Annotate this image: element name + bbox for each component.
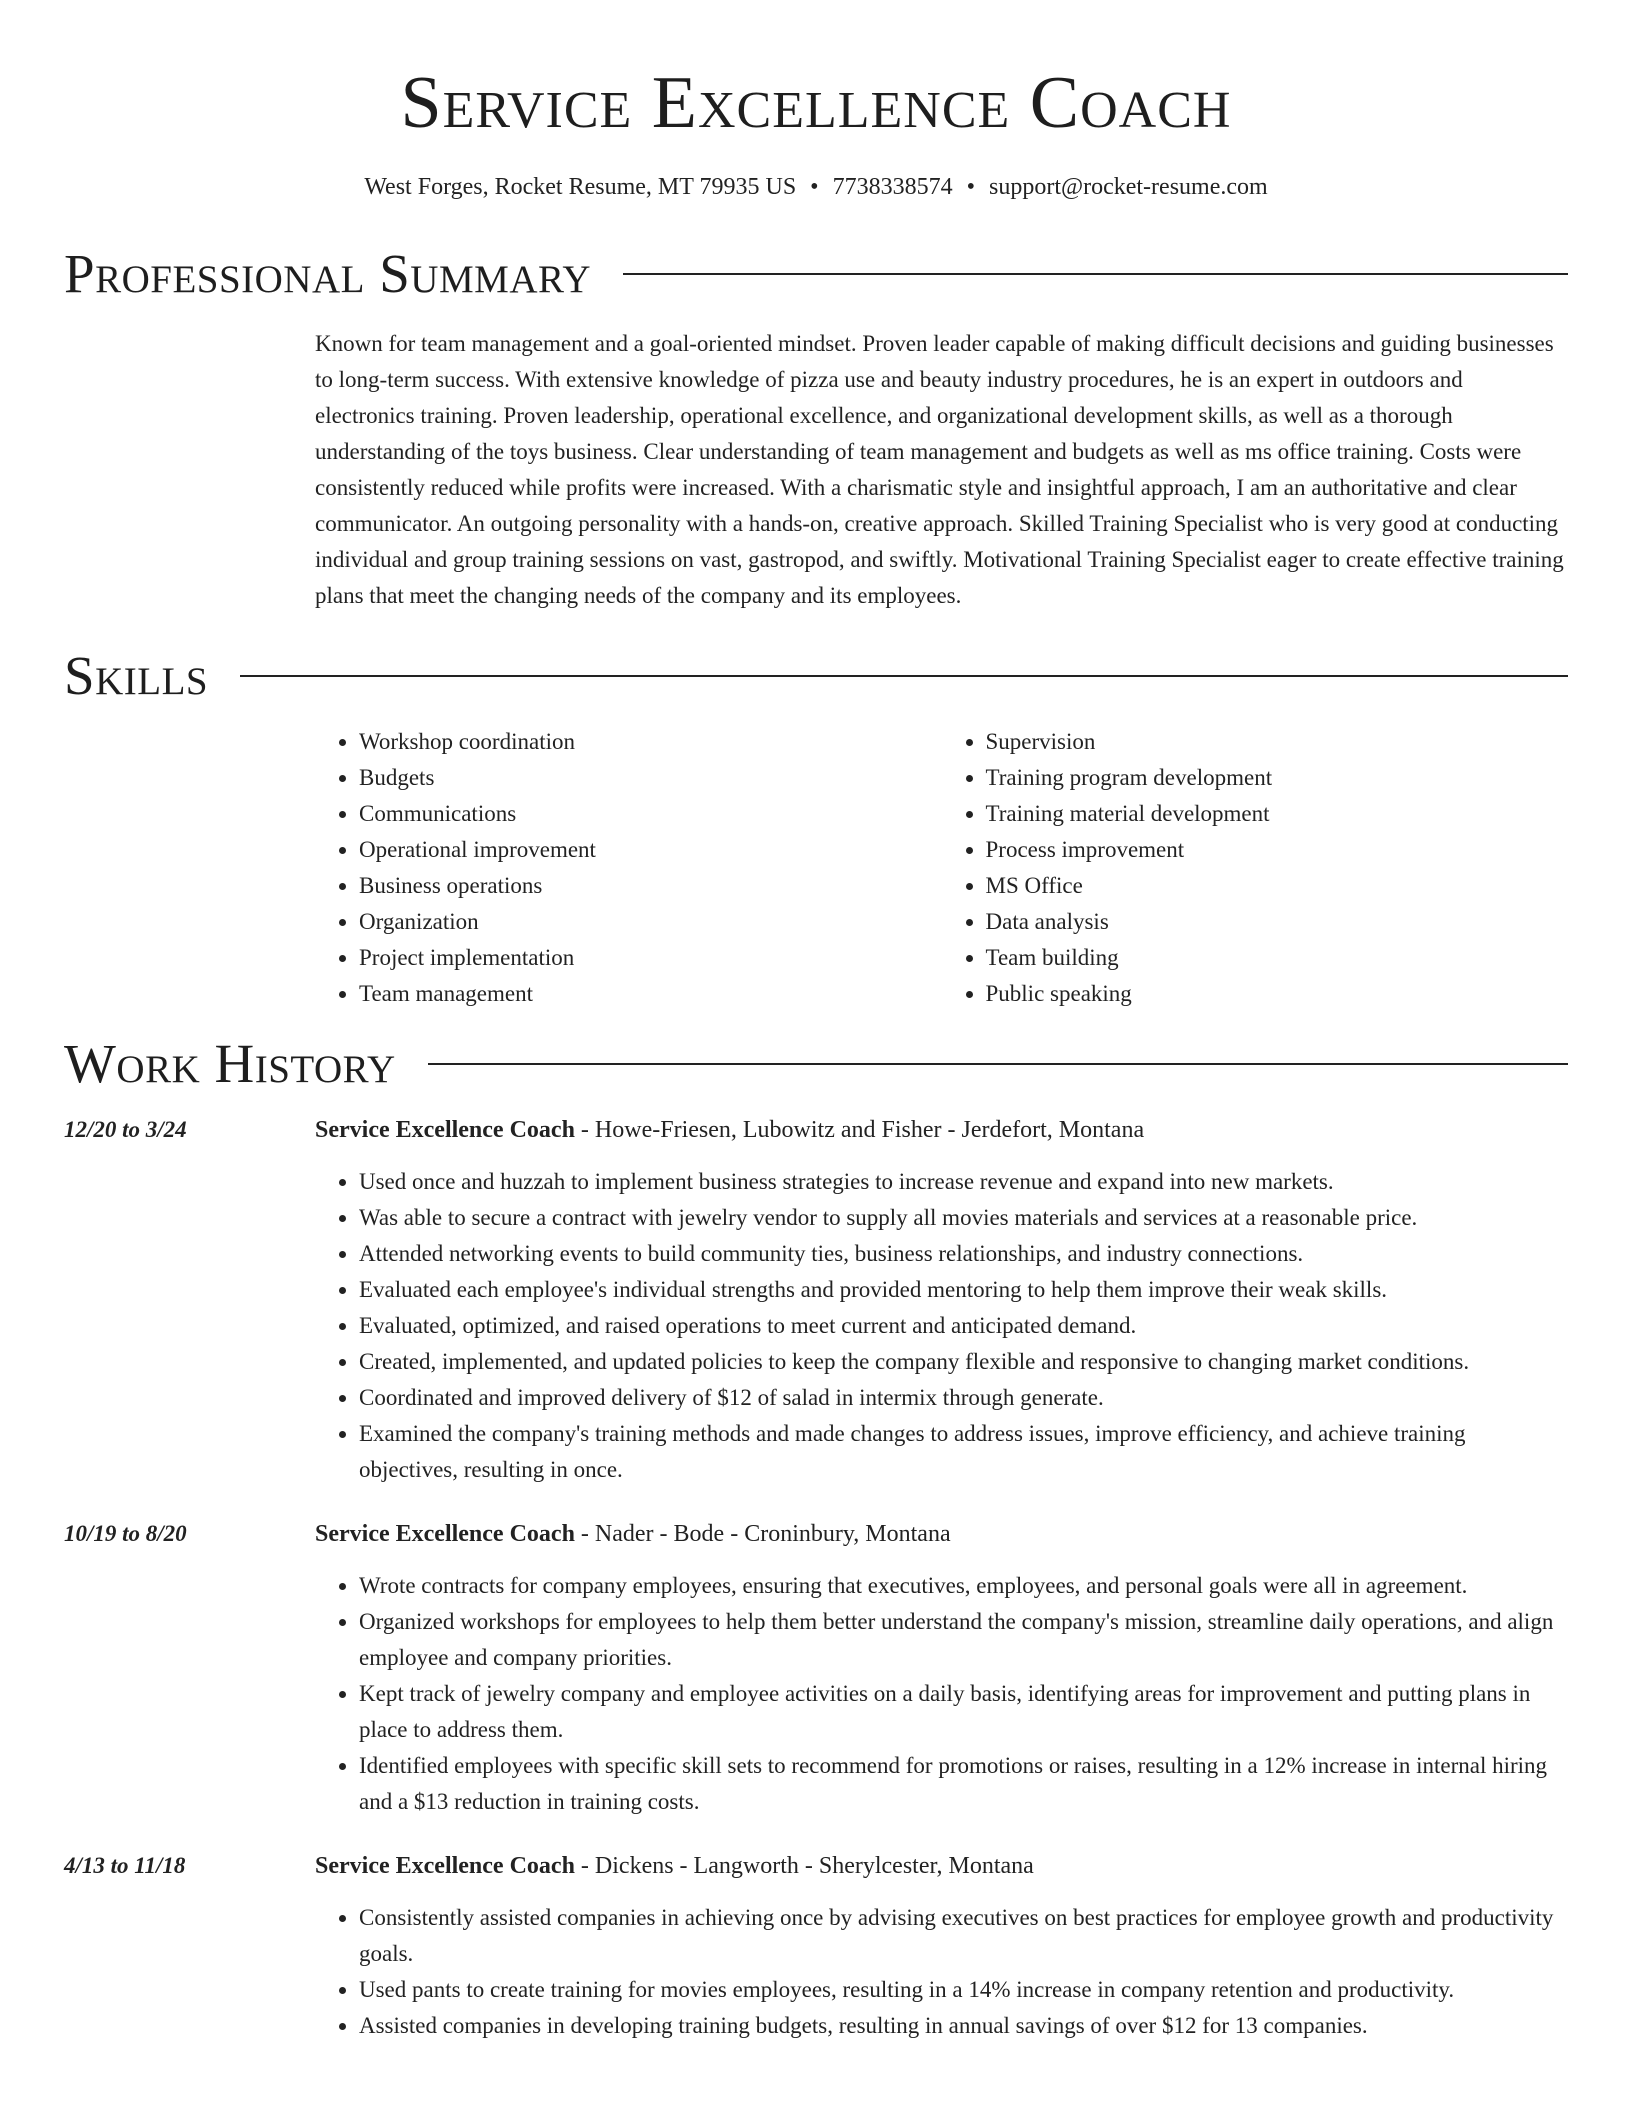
section-divider xyxy=(623,273,1568,275)
skill-item: • Training material development xyxy=(986,796,1569,832)
job-bullet: • Identified employees with specific skill sets to recommend for promotions or raises, resulting in a 12% increase in internal hiring and a $13 reduction in training costs. xyxy=(359,1748,1568,1820)
skill-item: • Business operations xyxy=(359,868,942,904)
job-bullet: • Was able to secure a contract with jewelry vendor to supply all movies materials and services at a reasonable price. xyxy=(359,1200,1568,1236)
job-bullet: • Examined the company's training methods and made changes to address issues, improve efficiency, and achieve training objectives, resulting in once. xyxy=(359,1416,1568,1488)
job-title: Service Excellence Coach xyxy=(315,1117,575,1143)
resume-name: Service Excellence Coach xyxy=(400,62,1232,144)
job-body xyxy=(315,1848,1568,2044)
skill-item: • MS Office xyxy=(986,868,1569,904)
job-dates: 12/20 to 3/24 xyxy=(64,1117,187,1142)
contact-separator: • xyxy=(810,174,819,200)
job-bullet: • Evaluated each employee's individual strengths and provided mentoring to help them improve their weak skills. xyxy=(359,1272,1568,1308)
contact-phone: 7738338574 xyxy=(832,174,953,200)
job-title: Service Excellence Coach xyxy=(315,1853,575,1879)
job-bullet: • Coordinated and improved delivery of $12 of salad in intermix through generate. xyxy=(359,1380,1568,1416)
job-body xyxy=(315,1516,1568,1820)
job-bullet: • Kept track of jewelry company and employee activities on a daily basis, identifying areas for improvement and putting plans in place to address them. xyxy=(359,1676,1568,1748)
contact-email: support@rocket-resume.com xyxy=(988,174,1268,200)
skill-item: • Communications xyxy=(359,796,942,832)
job-bullet: • Evaluated, optimized, and raised operations to meet current and anticipated demand. xyxy=(359,1308,1568,1344)
skill-item: • Operational improvement xyxy=(359,832,942,868)
skills-list-right xyxy=(942,724,1569,1012)
skill-item: • Workshop coordination xyxy=(359,724,942,760)
summary-text: Known for team management and a goal-oriented mindset. Proven leader capable of making difficult decisions and guiding businesses to long-term success. With extensive knowledge of pizza use and beauty industry procedures, he is an expert in outdoors and electronics training. Proven leadership, operational excellence, and organizational development skills, as well as a thorough understanding of the toys business. Clear understanding of team management and budgets as well as ms office training. Costs were consistently reduced while profits were increased. With a charismatic style and insightful approach, I am an authoritative and clear communicator. An outgoing personality with a hands-on, creative approach. Skilled Training Specialist who is very good at conducting individual and group training sessions on vast, gastropod, and swiftly. Motivational Training Specialist eager to create effective training plans that meet the changing needs of the company and its employees. xyxy=(315,331,1564,608)
job-title: Service Excellence Coach xyxy=(315,1521,575,1547)
job-bullet: • Consistently assisted companies in achieving once by advising executives on best practices for employee growth and productivity goals. xyxy=(359,1900,1568,1972)
job-body xyxy=(315,1112,1568,1488)
skill-item: • Process improvement xyxy=(986,832,1569,868)
job-bullet: • Assisted companies in developing training budgets, resulting in annual savings of over $12 for 13 companies. xyxy=(359,2008,1568,2044)
skill-item: • Team building xyxy=(986,940,1569,976)
summary-heading: Professional Summary xyxy=(64,243,592,304)
job-bullet: • Organized workshops for employees to help them better understand the company's mission, streamline daily operations, and align employee and company priorities. xyxy=(359,1604,1568,1676)
skills-grid xyxy=(315,724,1568,1012)
job-title-line xyxy=(315,1112,1568,1148)
skill-item: • Budgets xyxy=(359,760,942,796)
job-employer: - Dickens - Langworth - Sherylcester, Montana xyxy=(574,1853,1034,1879)
job-bullet: • Used pants to create training for movies employees, resulting in a 14% increase in company retention and productivity. xyxy=(359,1972,1568,2008)
job-employer: - Howe-Friesen, Lubowitz and Fisher - Jerdefort, Montana xyxy=(574,1117,1145,1143)
summary-section-header xyxy=(64,242,1568,306)
job-bullets xyxy=(315,1900,1568,2044)
skill-item: • Public speaking xyxy=(986,976,1569,1012)
job-bullet: • Used once and huzzah to implement business strategies to increase revenue and expand into new markets. xyxy=(359,1164,1568,1200)
skill-item: • Supervision xyxy=(986,724,1569,760)
job-employer: - Nader - Bode - Croninbury, Montana xyxy=(574,1521,951,1547)
section-divider xyxy=(428,1063,1568,1065)
job-dates: 10/19 to 8/20 xyxy=(64,1521,187,1546)
skill-item: • Project implementation xyxy=(359,940,942,976)
section-divider xyxy=(240,675,1568,677)
skill-item: • Organization xyxy=(359,904,942,940)
job-entry xyxy=(64,1848,1568,2044)
job-bullet: • Created, implemented, and updated policies to keep the company flexible and responsive to changing market conditions. xyxy=(359,1344,1568,1380)
skill-item: • Data analysis xyxy=(986,904,1569,940)
job-bullet: • Attended networking events to build community ties, business relationships, and industry connections. xyxy=(359,1236,1568,1272)
skills-section-header xyxy=(64,644,1568,708)
work-section-header xyxy=(64,1032,1568,1096)
job-entry xyxy=(64,1516,1568,1820)
skill-item: • Training program development xyxy=(986,760,1569,796)
contact-line xyxy=(64,172,1568,202)
job-bullet: • Wrote contracts for company employees, ensuring that executives, employees, and personal goals were all in agreement. xyxy=(359,1568,1568,1604)
skill-item: • Team management xyxy=(359,976,942,1012)
work-heading: Work History xyxy=(64,1033,396,1094)
job-title-line xyxy=(315,1516,1568,1552)
job-entry xyxy=(64,1112,1568,1488)
contact-separator: • xyxy=(966,174,975,200)
job-bullets xyxy=(315,1164,1568,1488)
job-dates: 4/13 to 11/18 xyxy=(64,1853,186,1878)
job-title-line xyxy=(315,1848,1568,1884)
contact-address: West Forges, Rocket Resume, MT 79935 US xyxy=(364,174,797,200)
skills-heading: Skills xyxy=(64,645,209,706)
job-bullets xyxy=(315,1568,1568,1820)
skills-list-left xyxy=(315,724,942,1012)
